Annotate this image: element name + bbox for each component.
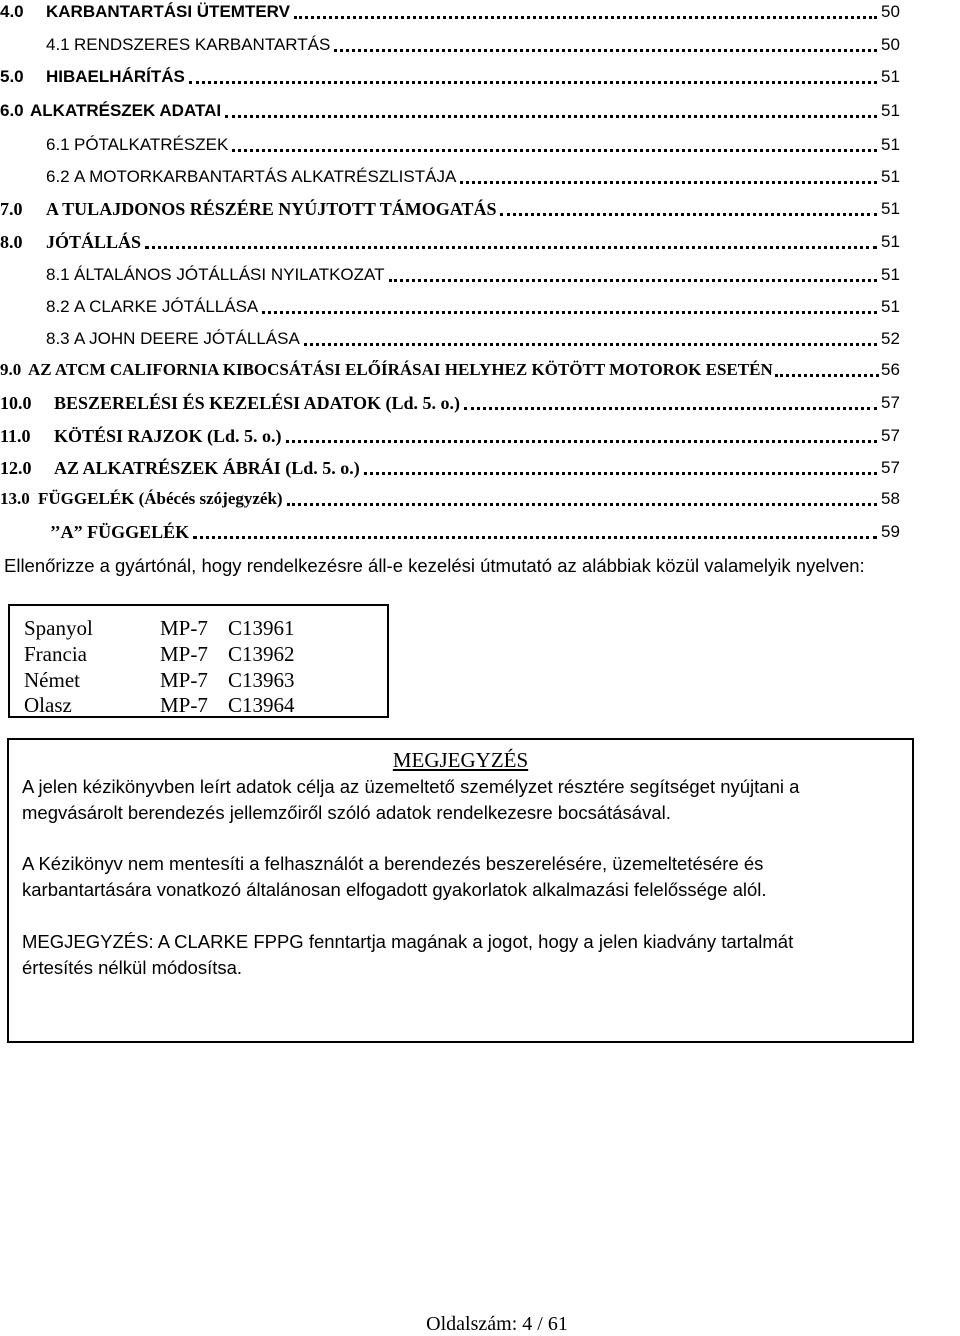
toc-page: 50 [881,2,900,21]
dot-leader [145,242,877,249]
toc-entry[interactable] [0,230,903,252]
toc-number: 6.2 [46,167,70,186]
toc-entry[interactable] [0,65,903,87]
manual-series: MP-7 [160,642,208,666]
dot-leader [193,532,877,539]
page-number-value: 4 / 61 [522,1313,568,1335]
dot-leader [334,45,877,52]
language-row [24,642,295,668]
dot-leader [294,12,877,19]
toc-title: FÜGGELÉK (Ábécés szójegyzék) [38,489,283,508]
toc-number: 4.1 [46,35,70,54]
toc-number: 4.0 [0,2,24,21]
manual-series: MP-7 [160,668,208,692]
toc-number: 8.2 [46,297,70,316]
dot-leader [304,339,877,346]
language-row [24,693,295,719]
toc-page: 51 [881,265,900,284]
toc-entry[interactable] [46,33,903,55]
language-row [24,668,295,694]
toc-entry[interactable] [0,197,903,219]
note-line: A jelen kézikönyvben leírt adatok célja az üzemeltető személyzet résztére segítséget nyújtani a [22,776,800,797]
dot-leader [460,177,877,184]
language-row [24,616,295,642]
toc-title: HIBAELHÁRÍTÁS [46,67,185,86]
toc-title: AZ ATCM CALIFORNIA KIBOCSÁTÁSI ELŐÍRÁSAI HELYHEZ KÖTÖTT MOTOROK ESETÉN [28,360,773,379]
dot-leader [287,499,877,506]
toc-entry[interactable] [0,424,903,446]
dot-leader [286,436,877,443]
dot-leader [389,275,878,282]
note-line: A Kézikönyv nem mentesíti a felhasználót a berendezés beszerelésére, üzemeltetésére és [22,853,764,874]
toc-number: 8.3 [46,329,70,348]
toc-title: A TULAJDONOS RÉSZÉRE NYÚJTOTT TÁMOGATÁS [46,199,497,219]
language-table [8,604,389,718]
toc-number: 7.0 [0,199,23,219]
toc-title: ’’A” FÜGGELÉK [50,522,190,542]
toc-number: 13.0 [0,489,30,508]
toc-page: 51 [881,297,900,316]
dot-leader [262,307,877,314]
toc-title: KÖTÉSI RAJZOK (Ld. 5. o.) [54,426,282,446]
toc-title: A JOHN DEERE JÓTÁLLÁSA [74,329,300,348]
toc-title: BESZERELÉSI ÉS KEZELÉSI ADATOK (Ld. 5. o.) [54,393,460,413]
toc-title: KARBANTARTÁSI ÜTEMTERV [46,2,290,21]
note-line: értesítés nélkül módosítsa. [22,957,243,978]
note-line: karbantartására vonatkozó általánosan elfogadott gyakorlatok alkalmazási felelőssége alól. [22,879,767,900]
toc-entry[interactable] [46,327,903,349]
toc-page: 52 [881,329,900,348]
manual-code: C13961 [228,616,295,640]
manual-code: C13962 [228,642,295,666]
toc-page: 51 [881,67,900,86]
toc-title: AZ ALKATRÉSZEK ÁBRÁI (Ld. 5. o.) [54,458,360,478]
toc-title: PÓTALKATRÉSZEK [74,135,229,154]
toc-page: 51 [881,199,900,218]
toc-page: 57 [881,458,900,477]
toc-entry[interactable] [0,358,903,380]
dot-leader [189,77,877,84]
toc-page: 56 [881,360,900,379]
toc-page: 59 [881,522,900,541]
toc-number: 9.0 [0,360,22,379]
language-intro-text: Ellenőrizze a gyártónál, hogy rendelkezésre áll-e kezelési útmutató az alábbiak közül valamelyik nyelven: [4,555,865,576]
toc-entry[interactable] [0,487,903,509]
toc-entry[interactable] [0,456,903,478]
toc-entry[interactable] [46,263,903,285]
note-line: MEGJEGYZÉS: A CLARKE FPPG fenntartja magának a jogot, hogy a jelen kiadvány tartalmát [22,931,794,952]
toc-page: 50 [881,35,900,54]
language-name: Spanyol [24,616,93,640]
toc-number: 11.0 [0,426,31,446]
toc-number: 10.0 [0,393,32,413]
page-number-label: Oldalszám: [426,1313,518,1335]
toc-number: 12.0 [0,458,32,478]
dot-leader [464,403,877,410]
toc-entry[interactable] [0,99,903,121]
toc-page: 51 [881,167,900,186]
language-name: Német [24,668,80,692]
language-name: Olasz [24,693,72,717]
note-title: MEGJEGYZÉS [392,748,529,772]
toc-title: RENDSZERES KARBANTARTÁS [74,35,331,54]
manual-series: MP-7 [160,693,208,717]
toc-entry[interactable] [0,391,903,413]
toc-title: JÓTÁLLÁS [46,232,142,252]
toc-page: 57 [881,393,900,412]
toc-page: 57 [881,426,900,445]
toc-number: 8.1 [46,265,70,284]
toc-number: 5.0 [0,67,24,86]
note-line: megvásárolt berendezés jellemzőiről szóló adatok rendelkezesre bocsátásával. [22,802,671,823]
toc-entry[interactable] [0,0,903,22]
toc-page: 51 [881,101,900,120]
toc-title: A MOTORKARBANTARTÁS ALKATRÉSZLISTÁJA [74,167,457,186]
dot-leader [232,145,877,152]
toc-page: 51 [881,232,900,251]
toc-number: 8.0 [0,232,23,252]
toc-entry[interactable] [46,133,903,155]
toc-number: 6.0 [0,101,24,120]
manual-series: MP-7 [160,616,208,640]
dot-leader [775,370,879,377]
toc-title: ALKATRÉSZEK ADATAI [30,101,222,120]
toc-title: A CLARKE JÓTÁLLÁSA [74,297,259,316]
manual-code: C13964 [228,693,295,717]
page-number-footer [0,1313,960,1336]
toc-page: 58 [881,489,900,508]
dot-leader [225,111,877,118]
toc-title: ÁLTALÁNOS JÓTÁLLÁSI NYILATKOZAT [74,265,385,284]
dot-leader [364,468,877,475]
toc-number: 6.1 [46,135,70,154]
dot-leader [500,209,877,216]
manual-code: C13963 [228,668,295,692]
toc-entry[interactable] [46,165,903,187]
toc-page: 51 [881,135,900,154]
language-name: Francia [24,642,87,666]
toc-entry[interactable] [46,295,903,317]
toc-entry[interactable] [50,520,903,542]
note-box [7,738,914,1043]
